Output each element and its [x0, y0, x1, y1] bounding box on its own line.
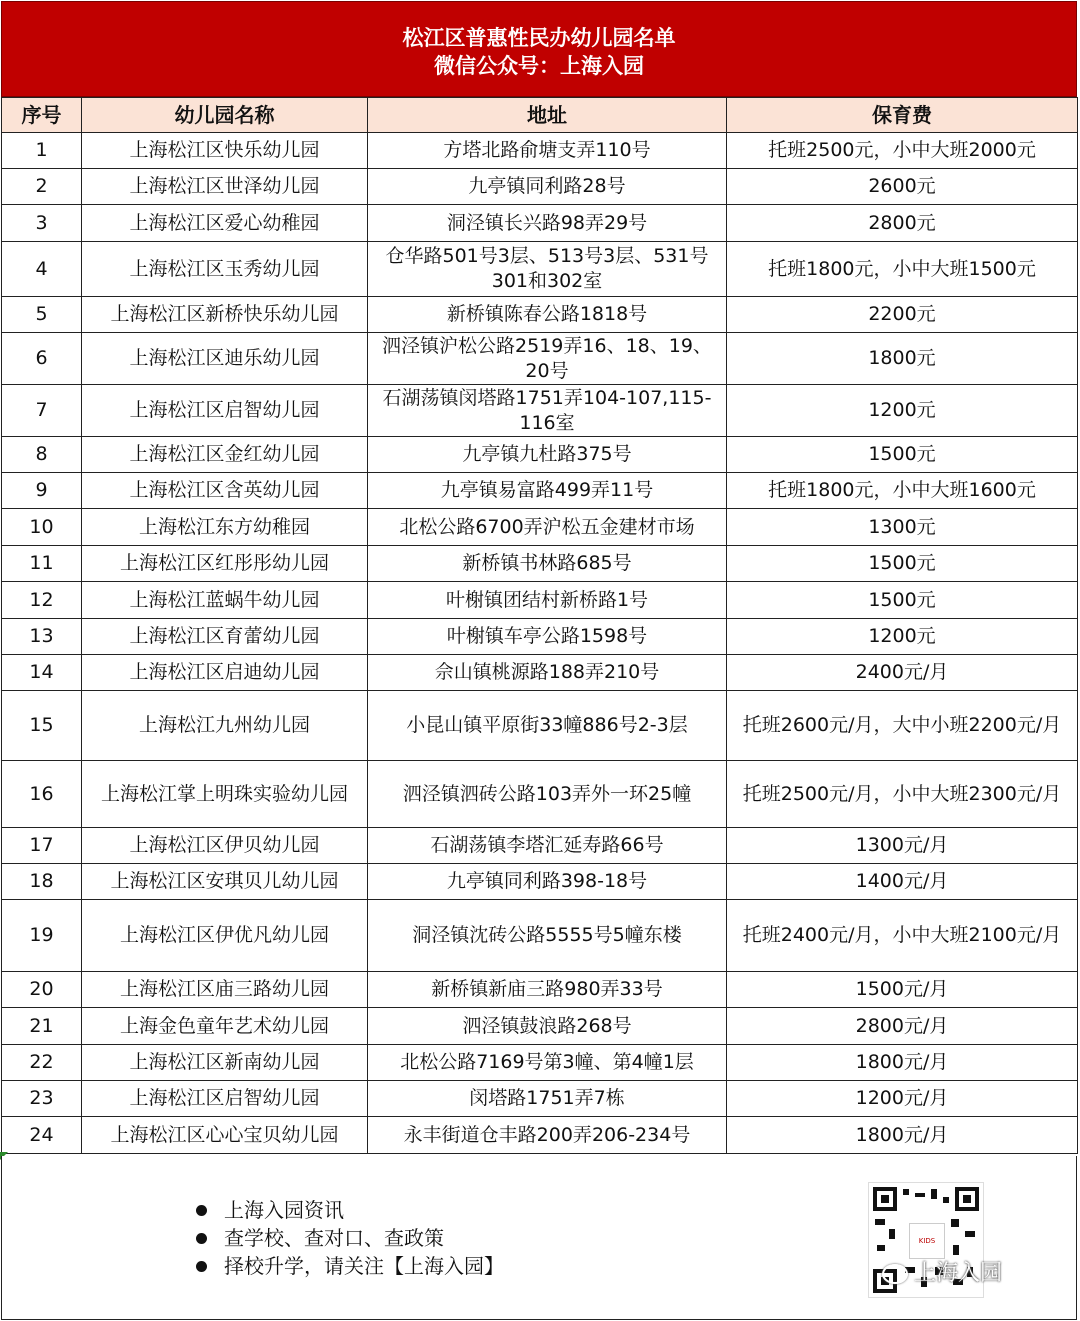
cell-name: 上海松江区启迪幼儿园: [82, 655, 368, 691]
cell-fee: 1500元/月: [727, 972, 1078, 1008]
cell-address: 新桥镇陈春公路1818号: [368, 297, 727, 333]
cell-name: 上海松江区育蕾幼儿园: [82, 619, 368, 655]
cell-fee: 1200元: [727, 385, 1078, 437]
cell-name: 上海松江东方幼稚园: [82, 509, 368, 546]
cell-name: 上海松江区金红幼儿园: [82, 437, 368, 473]
table-row: [2, 509, 1078, 546]
cell-name: 上海松江区爱心幼稚园: [82, 205, 368, 242]
cell-index: 3: [2, 205, 82, 242]
table-row: [2, 242, 1078, 297]
table-row: [2, 864, 1078, 900]
cell-name: 上海松江区伊优凡幼儿园: [82, 900, 368, 972]
cell-address: 石湖荡镇闵塔路1751弄104-107,115-116室: [368, 385, 727, 437]
cell-address: 九亭镇九杜路375号: [368, 437, 727, 473]
bullet-dot-icon: [196, 1261, 207, 1272]
cell-name: 上海松江区快乐幼儿园: [82, 133, 368, 169]
header-address: 地址: [368, 98, 727, 133]
table-body: [2, 133, 1078, 1154]
header-name: 幼儿园名称: [82, 98, 368, 133]
cell-name: 上海金色童年艺术幼儿园: [82, 1008, 368, 1045]
cell-index: 21: [2, 1008, 82, 1045]
cell-fee: 托班2500元，小中大班2000元: [727, 133, 1078, 169]
cell-address: 闵塔路1751弄7栋: [368, 1081, 727, 1117]
cell-fee: 2800元/月: [727, 1008, 1078, 1045]
cell-fee: 1500元: [727, 582, 1078, 619]
cell-address: 叶榭镇团结村新桥路1号: [368, 582, 727, 619]
cell-fee: 2800元: [727, 205, 1078, 242]
cell-address: 叶榭镇车亭公路1598号: [368, 619, 727, 655]
cell-index: 8: [2, 437, 82, 473]
bullet-dot-icon: [196, 1233, 207, 1244]
page-subtitle: 微信公众号：上海入园: [434, 54, 644, 78]
cell-index: 2: [2, 169, 82, 205]
table-row: [2, 619, 1078, 655]
table-row: [2, 655, 1078, 691]
footer-bullets: [196, 1196, 504, 1280]
cell-fee: 1200元/月: [727, 1081, 1078, 1117]
cell-name: 上海松江区红彤彤幼儿园: [82, 546, 368, 582]
cell-address: 九亭镇同利路28号: [368, 169, 727, 205]
cell-fee: 1500元: [727, 437, 1078, 473]
qr-finder-icon: [955, 1187, 979, 1211]
cell-address: 永丰街道仓丰路200弄206-234号: [368, 1117, 727, 1154]
table-row: [2, 333, 1078, 385]
table-row: [2, 133, 1078, 169]
cell-fee: 1800元/月: [727, 1117, 1078, 1154]
bullet-text: 查学校、查对口、查政策: [224, 1226, 444, 1250]
table-row: [2, 761, 1078, 828]
cell-name: 上海松江区迪乐幼儿园: [82, 333, 368, 385]
cell-index: 19: [2, 900, 82, 972]
cell-fee: 托班1800元，小中大班1600元: [727, 473, 1078, 509]
bullet-item: [196, 1224, 504, 1252]
bullet-dot-icon: [196, 1205, 207, 1216]
cell-index: 15: [2, 691, 82, 761]
table-header-row: [2, 98, 1078, 133]
table-row: [2, 1045, 1078, 1081]
cell-fee: 托班2500元/月，小中大班2300元/月: [727, 761, 1078, 828]
cell-name: 上海松江蓝蜗牛幼儿园: [82, 582, 368, 619]
table-row: [2, 1117, 1078, 1154]
table-row: [2, 546, 1078, 582]
cell-address: 洞泾镇沈砖公路5555号5幢东楼: [368, 900, 727, 972]
cell-index: 22: [2, 1045, 82, 1081]
cell-index: 6: [2, 333, 82, 385]
cell-fee: 托班1800元，小中大班1500元: [727, 242, 1078, 297]
cell-address: 石湖荡镇李塔汇延寿路66号: [368, 828, 727, 864]
table-row: [2, 1081, 1078, 1117]
title-banner: [1, 1, 1077, 97]
table-row: [2, 828, 1078, 864]
cell-index: 13: [2, 619, 82, 655]
table-row: [2, 205, 1078, 242]
cell-index: 18: [2, 864, 82, 900]
cell-index: 23: [2, 1081, 82, 1117]
cell-index: 9: [2, 473, 82, 509]
bullet-item: [196, 1196, 504, 1224]
cell-name: 上海松江区玉秀幼儿园: [82, 242, 368, 297]
table-row: [2, 582, 1078, 619]
cell-address: 方塔北路俞塘支弄110号: [368, 133, 727, 169]
cell-index: 17: [2, 828, 82, 864]
cell-address: 仓华路501号3层、513号3层、531号301和302室: [368, 242, 727, 297]
cell-index: 7: [2, 385, 82, 437]
cell-index: 14: [2, 655, 82, 691]
table-row: [2, 437, 1078, 473]
cell-fee: 2600元: [727, 169, 1078, 205]
cell-address: 泗泾镇鼓浪路268号: [368, 1008, 727, 1045]
cell-fee: 2200元: [727, 297, 1078, 333]
table-row: [2, 691, 1078, 761]
cell-address: 北松公路6700弄沪松五金建材市场: [368, 509, 727, 546]
table-row: [2, 473, 1078, 509]
cell-name: 上海松江区含英幼儿园: [82, 473, 368, 509]
cell-name: 上海松江区启智幼儿园: [82, 385, 368, 437]
cell-address: 新桥镇新庙三路980弄33号: [368, 972, 727, 1008]
cell-index: 5: [2, 297, 82, 333]
cell-address: 泗泾镇沪松公路2519弄16、18、19、20号: [368, 333, 727, 385]
table-row: [2, 385, 1078, 437]
cell-fee: 1800元/月: [727, 1045, 1078, 1081]
table-row: [2, 297, 1078, 333]
page-title: 松江区普惠性民办幼儿园名单: [402, 26, 676, 50]
cell-fee: 托班2600元/月，大中小班2200元/月: [727, 691, 1078, 761]
cell-address: 佘山镇桃源路188弄210号: [368, 655, 727, 691]
cell-name: 上海松江九州幼儿园: [82, 691, 368, 761]
cell-fee: 1400元/月: [727, 864, 1078, 900]
cell-fee: 2400元/月: [727, 655, 1078, 691]
cell-fee: 1200元: [727, 619, 1078, 655]
cell-fee: 1300元/月: [727, 828, 1078, 864]
header-fee: 保育费: [727, 98, 1078, 133]
cell-name: 上海松江区启智幼儿园: [82, 1081, 368, 1117]
cell-index: 24: [2, 1117, 82, 1154]
cell-index: 20: [2, 972, 82, 1008]
bullet-text: 上海入园资讯: [224, 1198, 344, 1222]
cell-address: 北松公路7169号第3幢、第4幢1层: [368, 1045, 727, 1081]
qr-finder-icon: [873, 1187, 897, 1211]
wechat-icon: [882, 1264, 908, 1284]
wechat-label: 上海入园: [914, 1261, 1003, 1286]
cell-index: 4: [2, 242, 82, 297]
cell-index: 11: [2, 546, 82, 582]
cell-name: 上海松江区庙三路幼儿园: [82, 972, 368, 1008]
wechat-watermark: [882, 1256, 1002, 1287]
cell-name: 上海松江区心心宝贝幼儿园: [82, 1117, 368, 1154]
cell-address: 新桥镇书林路685号: [368, 546, 727, 582]
cell-index: 12: [2, 582, 82, 619]
qr-logo-icon: KIDS: [909, 1223, 945, 1259]
table-row: [2, 900, 1078, 972]
cell-name: 上海松江区伊贝幼儿园: [82, 828, 368, 864]
cell-index: 1: [2, 133, 82, 169]
cell-fee: 托班2400元/月，小中大班2100元/月: [727, 900, 1078, 972]
cell-address: 泗泾镇泗砖公路103弄外一环25幢: [368, 761, 727, 828]
table-row: [2, 169, 1078, 205]
cell-address: 洞泾镇长兴路98弄29号: [368, 205, 727, 242]
cell-index: 16: [2, 761, 82, 828]
cell-name: 上海松江区世泽幼儿园: [82, 169, 368, 205]
cell-fee: 1800元: [727, 333, 1078, 385]
cell-address: 九亭镇同利路398-18号: [368, 864, 727, 900]
cell-fee: 1500元: [727, 546, 1078, 582]
cell-address: 九亭镇易富路499弄11号: [368, 473, 727, 509]
footer: [1, 1156, 1077, 1320]
bullet-text: 择校升学，请关注【上海入园】: [224, 1254, 504, 1278]
cell-name: 上海松江区新南幼儿园: [82, 1045, 368, 1081]
cell-name: 上海松江掌上明珠实验幼儿园: [82, 761, 368, 828]
cell-name: 上海松江区新桥快乐幼儿园: [82, 297, 368, 333]
table-row: [2, 1008, 1078, 1045]
cell-fee: 1300元: [727, 509, 1078, 546]
table-row: [2, 972, 1078, 1008]
bullet-item: [196, 1252, 504, 1280]
header-index: 序号: [2, 98, 82, 133]
cell-name: 上海松江区安琪贝儿幼儿园: [82, 864, 368, 900]
cell-index: 10: [2, 509, 82, 546]
kindergarten-table: [1, 97, 1078, 1154]
cell-address: 小昆山镇平原街33幢886号2-3层: [368, 691, 727, 761]
